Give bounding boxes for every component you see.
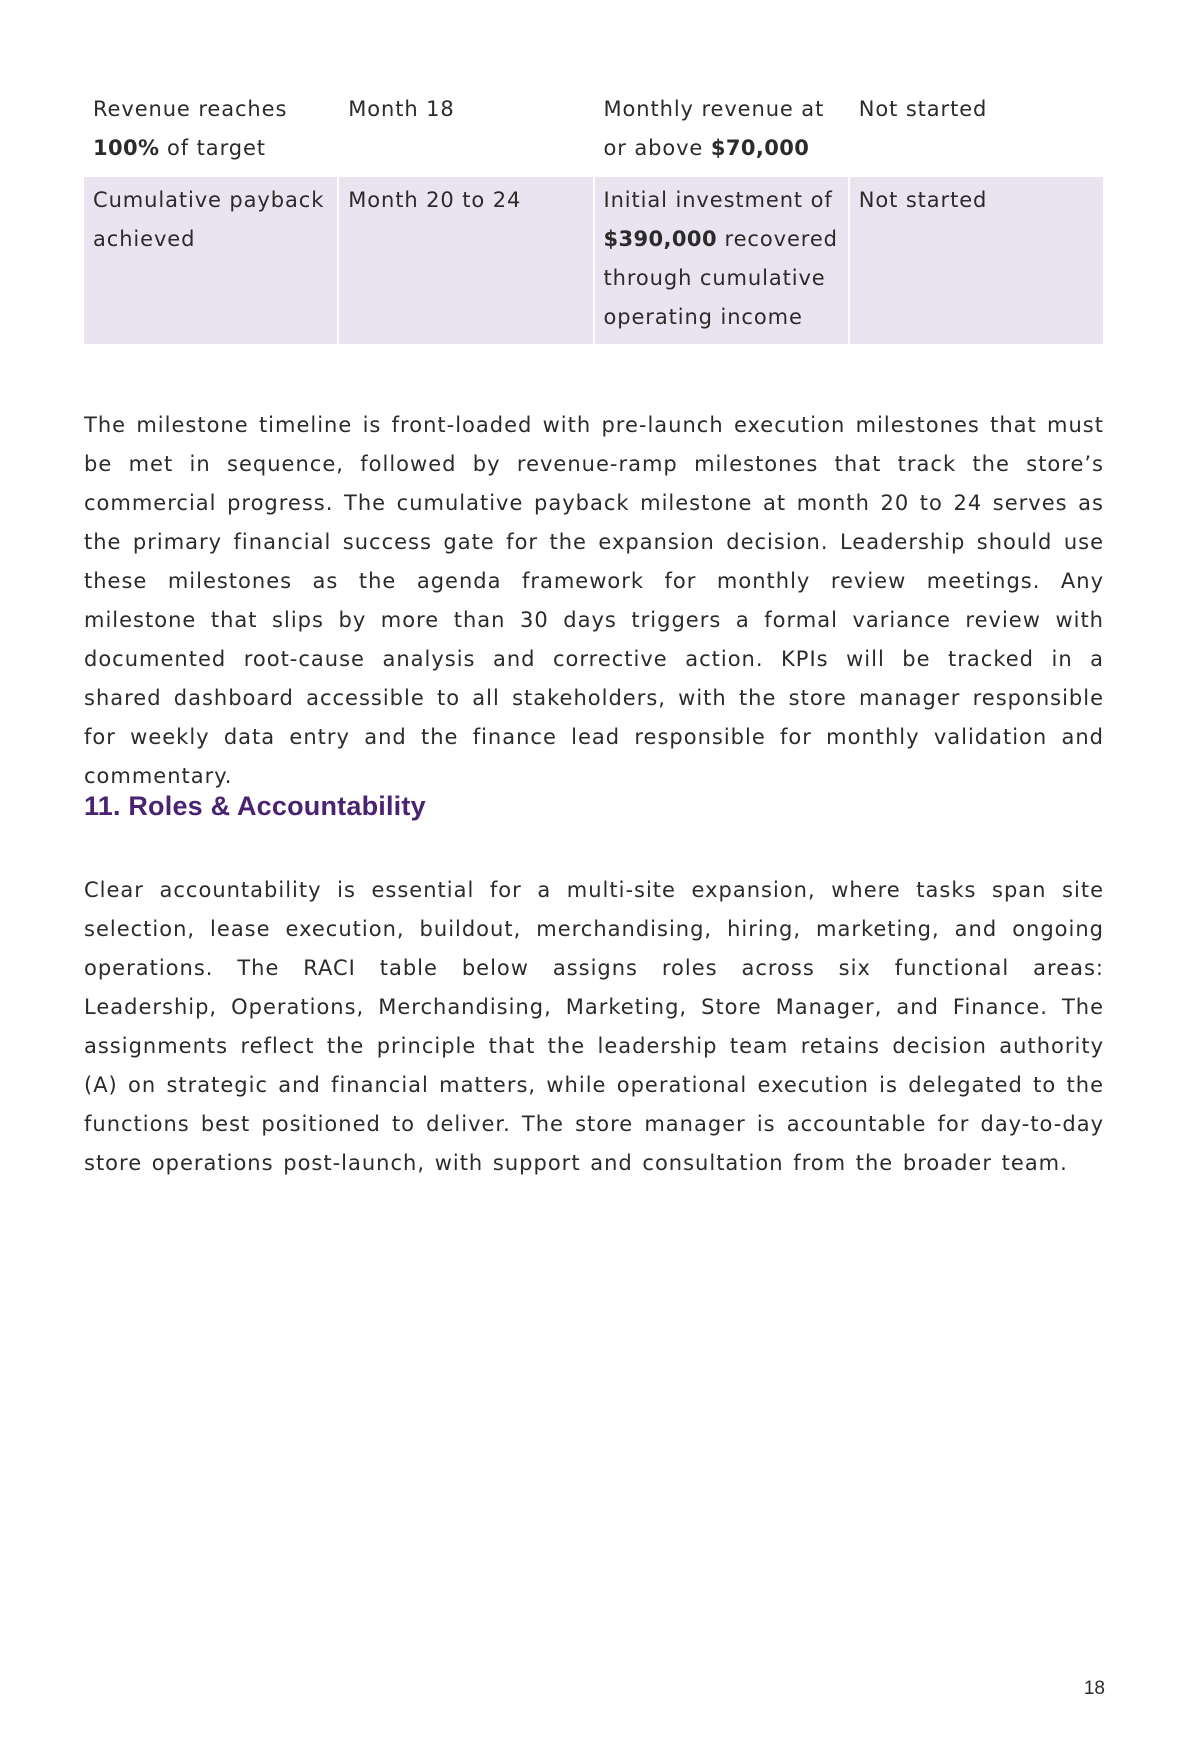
target-text: Initial investment of [603, 188, 833, 212]
page-number: 18 [1083, 1678, 1105, 1699]
milestone-cell [84, 177, 337, 344]
milestone-cell [84, 90, 337, 177]
roles-paragraph: Clear accountability is essential for a multi-site expansion, where tasks span site selection, lease execution, buildout, merchandising, hiring, marketing, and ongoing operations. The RACI table below assigns roles across six functional areas: Leadership, Operations, Merchandising, Marketing, Store Manager, and Finance. The assignments reflect the principle that the leadership team retains decision authority (A) on strategic and financial matters, while operational execution is delegated to the functions best positioned to deliver. The store manager is accountable for day-to-day store operations post-launch, with support and consultation from the broader team. [84, 878, 1104, 1175]
target-text: Monthly revenue at or above [603, 97, 825, 160]
target-bold-text: $70,000 [710, 136, 810, 160]
target-bold-text: $390,000 [603, 227, 717, 251]
milestone-table [82, 90, 1105, 344]
milestone-table-container [84, 90, 1107, 344]
milestone-text-tail: of target [159, 136, 266, 160]
milestone-bold-text: 100% [93, 136, 160, 160]
section-heading: 11. Roles & Accountability [84, 791, 426, 821]
timing-cell: Month 18 [339, 90, 592, 177]
milestones-summary-paragraph: The milestone timeline is front-loaded with pre-launch execution milestones that must be met in sequence, followed by revenue-ramp milestones that track the store’s commercial progress. The cumulative payback milestone at month 20 to 24 serves as the primary financial success gate for the expansion decision. Leadership should use these milestones as the agenda framework for monthly review meetings. Any milestone that slips by more than 30 days triggers a formal variance review with documented root-cause analysis and corrective action. KPIs will be tracked in a shared dashboard accessible to all stakeholders, with the store manager responsible for weekly data entry and the finance lead responsible for monthly validation and commentary. [84, 413, 1104, 788]
target-cell [595, 177, 848, 344]
table-row [84, 177, 1103, 344]
target-text-tail: recovered through cumulative operating income [603, 227, 838, 329]
milestone-text: Revenue reaches [93, 97, 288, 121]
target-cell [595, 90, 848, 177]
timing-cell: Month 20 to 24 [339, 177, 592, 344]
status-cell: Not started [850, 177, 1103, 344]
status-cell: Not started [850, 90, 1103, 177]
table-row [84, 90, 1103, 177]
milestone-text: Cumulative payback achieved [93, 188, 325, 251]
